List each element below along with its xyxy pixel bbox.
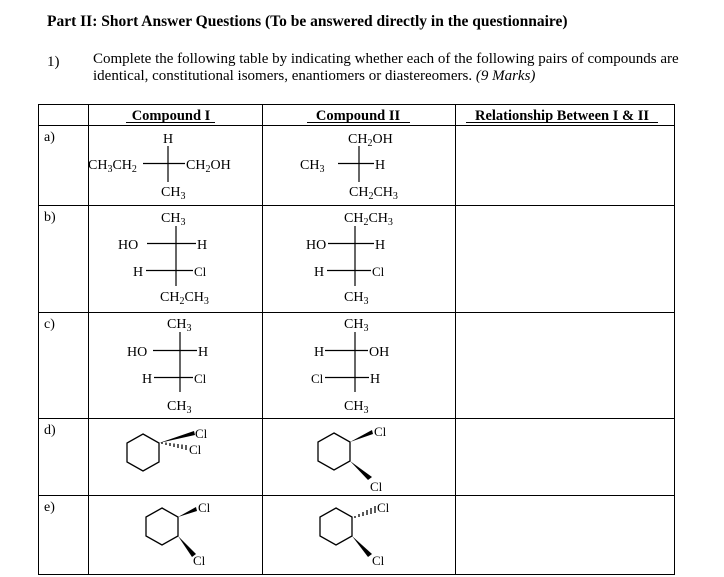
compound-1e [146, 500, 211, 568]
header-compound-1: Compound I [131, 108, 211, 124]
svg-text:Cl: Cl [194, 264, 207, 279]
svg-text:CH3: $CH_3$ [300, 158, 325, 175]
svg-text:CH3: $CH_3$ [161, 211, 186, 228]
svg-text:CH3: $CH_3$ [167, 399, 192, 416]
compound-2d [318, 424, 387, 494]
svg-text:H: H [314, 265, 325, 280]
question-body: Complete the following table by indicating whether each of the following pairs of compounds are identical, constitutional isomers, enantiomers or diastereomers. [93, 51, 679, 84]
svg-text:Cl: Cl [311, 371, 324, 386]
svg-text:CH3: $CH_3$ [167, 317, 192, 334]
svg-text:H: H [133, 265, 144, 280]
svg-text:H: H [163, 132, 174, 147]
row-label-c: c) [44, 317, 55, 332]
compound-1a [88, 132, 231, 202]
svg-text:CH2CH3: $CH_2CH_3$ [344, 211, 393, 228]
question-marks: (9 Marks) [475, 68, 536, 84]
svg-text:CH2CH3: $CH_2CH_3$ [349, 185, 398, 202]
svg-text:HO: HO [118, 238, 139, 253]
svg-text:CH3: $CH_3$ [344, 290, 369, 307]
svg-text:H: H [314, 345, 325, 360]
compound-2b [306, 211, 393, 307]
svg-text:Cl: Cl [198, 500, 211, 515]
row-label-e: e) [44, 500, 55, 515]
compound-1b [118, 211, 209, 307]
svg-text:CH3: $CH_3$ [344, 317, 369, 334]
svg-text:HO: HO [127, 345, 148, 360]
question-number: 1) [47, 54, 60, 70]
svg-text:OH: OH [369, 345, 390, 360]
svg-text:Cl: Cl [372, 264, 385, 279]
svg-text:Cl: Cl [377, 500, 390, 515]
svg-text:CH2CH3: $CH_2CH_3$ [160, 290, 209, 307]
compound-1c [127, 317, 208, 416]
svg-text:HO: HO [306, 238, 327, 253]
compound-2c [311, 317, 389, 416]
svg-text:Cl: Cl [194, 371, 207, 386]
header-relationship: Relationship Between I & II [474, 108, 650, 124]
svg-text:Cl: Cl [195, 426, 208, 441]
svg-text:Cl: Cl [370, 479, 383, 494]
section-heading: Part II: Short Answer Questions (To be answered directly in the questionnaire) [47, 13, 568, 30]
svg-text:CH2OH: $CH_2OH$ [348, 132, 393, 149]
compound-2e [320, 500, 390, 568]
svg-text:CH3CH2: $CH_3CH_2$ [88, 158, 137, 175]
svg-text:H: H [197, 238, 208, 253]
table-grid [39, 105, 675, 575]
svg-text:Cl: Cl [189, 442, 202, 457]
svg-text:Cl: Cl [374, 424, 387, 439]
svg-text:H: H [370, 372, 381, 387]
row-label-b: b) [44, 210, 56, 225]
svg-text:H: H [375, 238, 386, 253]
svg-text:Cl: Cl [193, 553, 206, 568]
compound-1d [127, 426, 208, 471]
svg-text:CH2OH: $CH_2OH$ [186, 158, 231, 175]
row-label-a: a) [44, 130, 55, 145]
svg-text:CH3: $CH_3$ [161, 185, 186, 202]
svg-text:CH3: $CH_3$ [344, 399, 369, 416]
svg-text:Cl: Cl [372, 553, 385, 568]
compound-2a [300, 132, 398, 202]
svg-text:H: H [375, 158, 386, 173]
row-label-d: d) [44, 423, 56, 438]
svg-text:H: H [198, 345, 209, 360]
svg-text:H: H [142, 372, 153, 387]
header-compound-2: Compound II [315, 108, 401, 124]
